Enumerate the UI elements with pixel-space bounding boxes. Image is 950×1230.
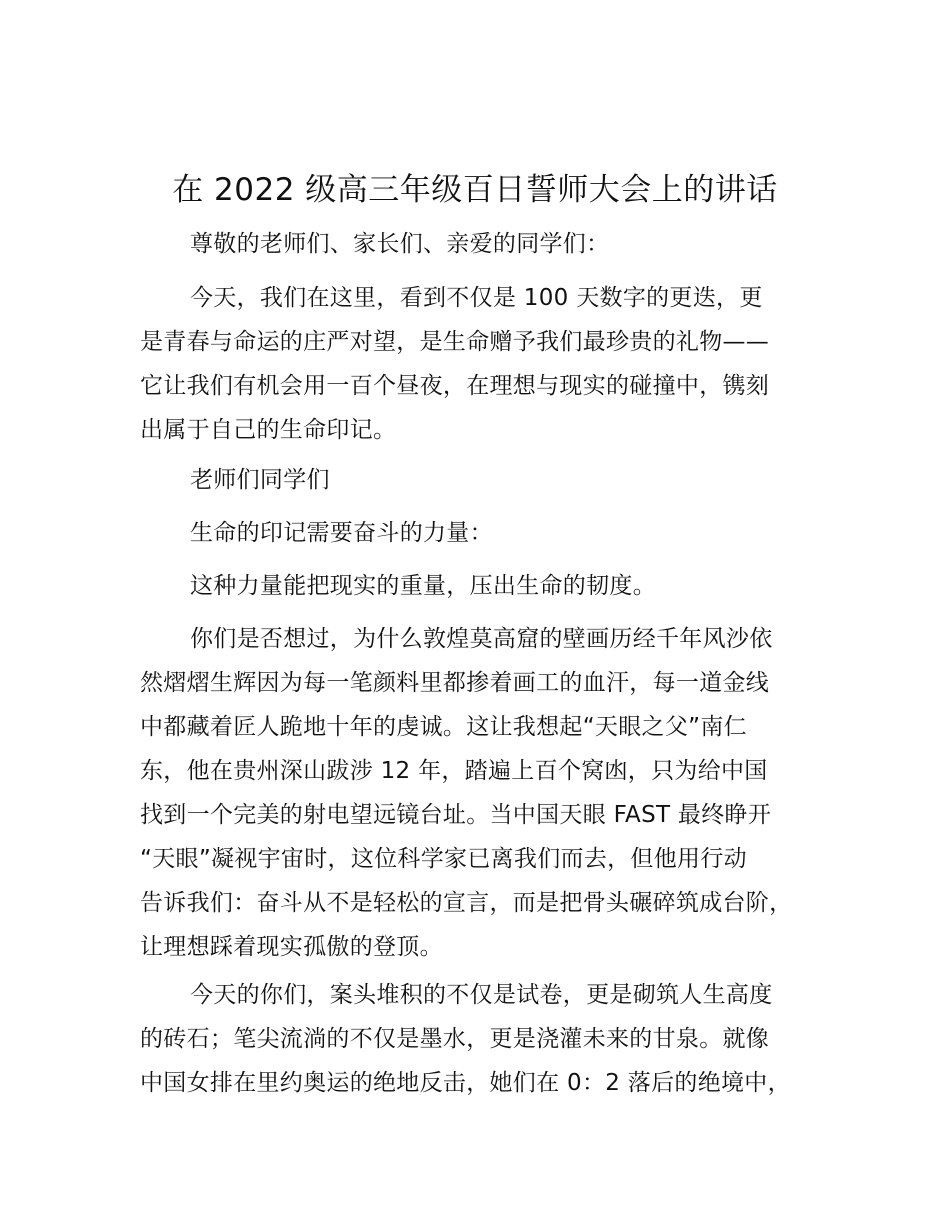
paragraph-power	[140, 564, 840, 608]
paragraph-line: 东，他在贵州深山跋涉 12 年，踏遍上百个窝凼，只为给中国	[140, 758, 768, 784]
paragraph-line: “天眼”凝视宇宙时，这位科学家已离我们而去，但他用行动	[140, 846, 747, 872]
paragraph-line: 这种力量能把现实的重量，压出生命的韧度。	[190, 573, 656, 599]
paragraph-line: 中国女排在里约奥运的绝地反击，她们在 0：2 落后的绝境中，	[140, 1070, 791, 1096]
paragraph-today	[140, 276, 840, 452]
paragraph-struggle-heading	[140, 511, 840, 555]
paragraph-line: 生命的印记需要奋斗的力量：	[190, 520, 493, 546]
paragraph-line: 是青春与命运的庄严对望，是生命赠予我们最珍贵的礼物——	[140, 329, 770, 355]
paragraph-line: 它让我们有机会用一百个昼夜，在理想与现实的碰撞中，镌刻	[140, 373, 770, 399]
paragraph-today-you	[140, 973, 840, 1105]
paragraph-greeting	[140, 222, 840, 266]
paragraph-address	[140, 458, 840, 502]
paragraph-line: 中都藏着匠人跪地十年的虔诚。这让我想起“天眼之父”南仁	[140, 714, 747, 740]
paragraph-line: 今天，我们在这里，看到不仅是 100 天数字的更迭，更	[190, 285, 763, 311]
document-title: 在 2022 级高三年级百日誓师大会上的讲话	[172, 172, 778, 208]
paragraph-line: 老师们同学们	[190, 467, 330, 493]
paragraph-line: 尊敬的老师们、家长们、亲爱的同学们：	[190, 231, 610, 257]
paragraph-line: 的砖石；笔尖流淌的不仅是墨水，更是浇灌未来的甘泉。就像	[140, 1026, 770, 1052]
paragraph-line: 然熠熠生辉因为每一笔颜料里都掺着画工的血汗，每一道金线	[140, 670, 770, 696]
paragraph-line: 让理想踩着现实孤傲的登顶。	[140, 934, 443, 960]
paragraph-line: 今天的你们，案头堆积的不仅是试卷，更是砌筑人生高度	[190, 982, 773, 1008]
paragraph-dunhuang	[140, 617, 840, 969]
paragraph-line: 你们是否想过，为什么敦煌莫高窟的壁画历经千年风沙依	[190, 626, 773, 652]
paragraph-line: 出属于自己的生命印记。	[140, 417, 397, 443]
paragraph-line: 告诉我们：奋斗从不是轻松的宣言，而是把骨头碾碎筑成台阶，	[140, 890, 793, 916]
paragraph-line: 找到一个完美的射电望远镜台址。当中国天眼 FAST 最终睁开	[140, 802, 772, 828]
